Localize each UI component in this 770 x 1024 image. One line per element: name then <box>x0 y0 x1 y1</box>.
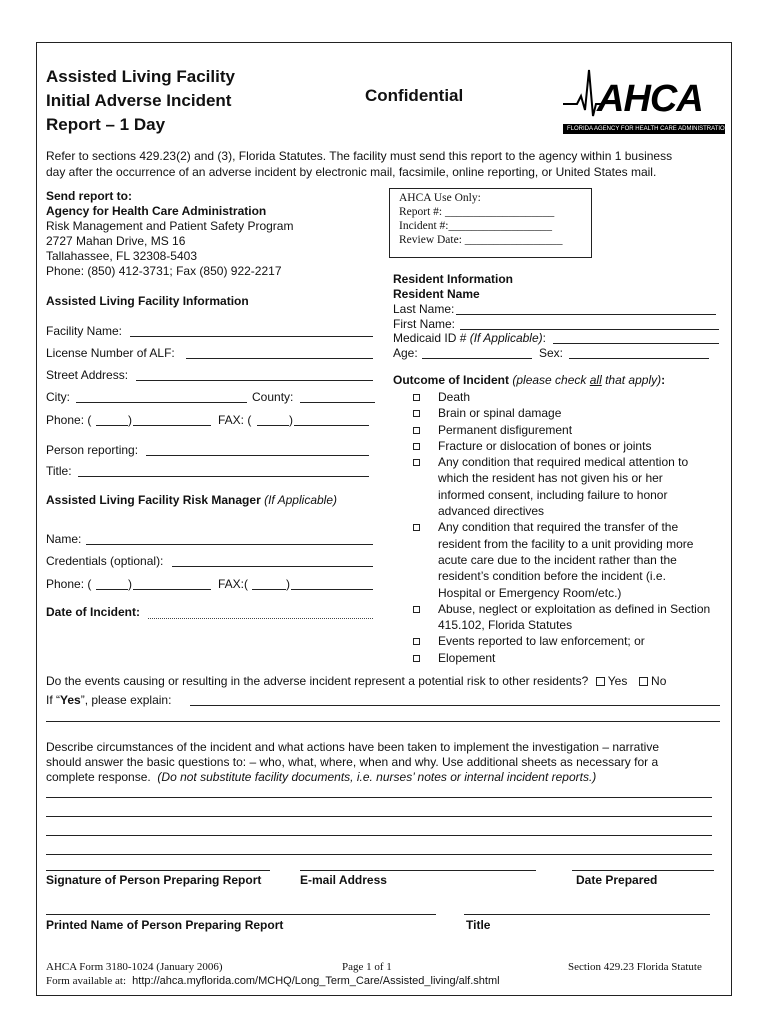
printed-name-label: Printed Name of Person Preparing Report <box>46 918 284 932</box>
outcome-item-elopement: Elopement <box>413 650 733 666</box>
no-label: No <box>651 674 667 688</box>
email-field[interactable] <box>300 870 536 871</box>
rm-credentials-field[interactable] <box>172 566 373 567</box>
narrative-field-2[interactable] <box>46 816 712 817</box>
send-to-program: Risk Management and Patient Safety Program <box>46 219 294 233</box>
checkbox[interactable] <box>413 459 420 466</box>
county-field[interactable] <box>300 402 375 403</box>
license-field[interactable] <box>186 358 373 359</box>
intro-line1: Refer to sections 429.23(2) and (3), Florida Statutes. The facility must send this report to the agency within 1 business <box>46 149 673 163</box>
rm-name-field[interactable] <box>86 544 373 545</box>
ahca-logo <box>563 60 730 138</box>
facility-fax-field[interactable] <box>294 425 369 426</box>
yes-checkbox[interactable] <box>596 677 605 686</box>
footer-url-link[interactable]: http://ahca.myflorida.com/MCHQ/Long_Term_Care/Assisted_living/alf.shtml <box>132 975 500 987</box>
facility-phone-field[interactable] <box>133 425 211 426</box>
checkbox[interactable] <box>413 524 420 531</box>
facility-name-label: Facility Name: <box>46 324 123 338</box>
form-title-line1: Assisted Living Facility <box>46 67 235 86</box>
outcome-heading: Outcome of Incident (please check all that apply): <box>393 373 666 387</box>
first-name-field[interactable] <box>460 329 719 330</box>
person-reporting-label: Person reporting: <box>46 443 139 457</box>
resident-name-subheading: Resident Name <box>393 287 480 301</box>
explain-field-1[interactable] <box>190 705 720 706</box>
person-reporting-field[interactable] <box>146 455 369 456</box>
outcome-item-law-enforcement: Events reported to law enforcement; or <box>413 633 733 649</box>
county-label: County: <box>252 390 294 404</box>
narrative-field-3[interactable] <box>46 835 712 836</box>
last-name-label: Last Name: <box>393 302 455 316</box>
rm-fax-label: FAX:( <box>218 577 249 591</box>
send-to-street: 2727 Mahan Drive, MS 16 <box>46 234 186 248</box>
outcome-item-abuse: Abuse, neglect or exploitation as defined in Section 415.102, Florida Statutes <box>413 601 728 634</box>
signature-field[interactable] <box>46 870 270 871</box>
outcome-item-death: Death <box>413 389 733 405</box>
send-to-phone: Phone: (850) 412-3731; Fax (850) 922-2217 <box>46 264 282 278</box>
explain-field-2[interactable] <box>46 721 720 722</box>
sex-field[interactable] <box>569 358 709 359</box>
city-field[interactable] <box>76 402 247 403</box>
use-only-report: Report #: ___________________ <box>399 206 555 218</box>
footer-section: Section 429.23 Florida Statute <box>568 961 702 973</box>
outcome-item-disfigurement: Permanent disfigurement <box>413 422 733 438</box>
outcome-item-medical-attention: Any condition that required medical attention to which the resident has not given his or her informed consent, including failure to honor advanced directives <box>413 454 703 519</box>
facility-phone-label: Phone: ( <box>46 413 92 427</box>
date-of-incident-label: Date of Incident: <box>46 605 141 619</box>
footer-page: Page 1 of 1 <box>342 961 392 973</box>
rm-phone-field[interactable] <box>133 589 211 590</box>
checkbox[interactable] <box>413 427 420 434</box>
street-label: Street Address: <box>46 368 129 382</box>
rm-name-label: Name: <box>46 532 82 546</box>
send-to-agency: Agency for Health Care Administration <box>46 204 267 218</box>
medicaid-label: Medicaid ID # (If Applicable): <box>393 331 546 345</box>
date-prepared-label: Date Prepared <box>576 873 658 887</box>
street-field[interactable] <box>136 380 373 381</box>
no-checkbox[interactable] <box>639 677 648 686</box>
license-label: License Number of ALF: <box>46 346 175 360</box>
outcome-item-fracture: Fracture or dislocation of bones or joints <box>413 438 733 454</box>
narrative-field-4[interactable] <box>46 854 712 855</box>
facility-fax-close: ) <box>289 413 293 427</box>
email-label: E-mail Address <box>300 873 387 887</box>
printed-name-field[interactable] <box>46 914 436 915</box>
title-field[interactable] <box>464 914 710 915</box>
outcome-item-brain-damage: Brain or spinal damage <box>413 405 733 421</box>
date-of-incident-field[interactable] <box>148 618 373 619</box>
rm-phone-area-field[interactable] <box>96 589 128 590</box>
last-name-field[interactable] <box>456 314 716 315</box>
confidential-label: Confidential <box>365 86 464 105</box>
footer-available: Form available at: http://ahca.myflorida.com/MCHQ/Long_Term_Care/Assisted_living/alf.shtml <box>46 975 500 987</box>
explain-label: If “Yes”, please explain: <box>46 693 172 707</box>
facility-name-field[interactable] <box>130 336 373 337</box>
resident-heading: Resident Information <box>393 272 514 286</box>
narrative-line1: Describe circumstances of the incident and what actions have been taken to implement the investigation – narrative <box>46 740 660 754</box>
sex-label: Sex: <box>539 346 564 360</box>
outcome-item-transfer: Any condition that required the transfer of the resident from the facility to a unit providing more acute care due to the incident rather than the resident’s condition before the incident (i.e. Hospital or Emergency Room/etc.) <box>413 519 708 600</box>
form-title-line3: Report – 1 Day <box>46 115 166 134</box>
title-label: Title <box>466 918 491 932</box>
risk-manager-heading: Assisted Living Facility Risk Manager (If Applicable) <box>46 493 337 507</box>
send-to-heading: Send report to: <box>46 189 132 203</box>
outcome-list <box>413 389 733 666</box>
checkbox[interactable] <box>413 655 420 662</box>
medicaid-field[interactable] <box>553 343 719 344</box>
age-field[interactable] <box>422 358 532 359</box>
date-prepared-field[interactable] <box>572 870 714 871</box>
checkbox[interactable] <box>413 443 420 450</box>
ahca-logo-text: AHCA <box>597 78 703 120</box>
footer-form-number: AHCA Form 3180-1024 (January 2006) <box>46 961 223 973</box>
checkbox[interactable] <box>413 394 420 401</box>
ahca-logo-tagline: FLORIDA AGENCY FOR HEALTH CARE ADMINISTRATION <box>567 126 730 132</box>
first-name-label: First Name: <box>393 317 456 331</box>
rm-credentials-label: Credentials (optional): <box>46 554 164 568</box>
narrative-line3: complete response. (Do not substitute facility documents, i.e. nurses’ notes or internal incident reports.) <box>46 770 597 784</box>
facility-heading: Assisted Living Facility Information <box>46 294 249 308</box>
facility-fax-area-field[interactable] <box>257 425 289 426</box>
rm-fax-field[interactable] <box>291 589 373 590</box>
facility-fax-label: FAX: ( <box>218 413 252 427</box>
ahca-use-only-box <box>389 188 592 258</box>
rm-phone-label: Phone: ( <box>46 577 92 591</box>
checkbox[interactable] <box>413 606 420 613</box>
city-label: City: <box>46 390 70 404</box>
rm-fax-close: ) <box>286 577 290 591</box>
reporter-title-field[interactable] <box>78 476 369 477</box>
signature-label: Signature of Person Preparing Report <box>46 873 262 887</box>
narrative-field-1[interactable] <box>46 797 712 798</box>
facility-phone-area-field[interactable] <box>96 425 128 426</box>
use-only-heading: AHCA Use Only: <box>399 192 481 204</box>
checkbox[interactable] <box>413 410 420 417</box>
facility-phone-close: ) <box>128 413 132 427</box>
narrative-line2: should answer the basic questions to: – who, what, where, when and why. Use additional sheets as necessary for a <box>46 755 659 769</box>
yes-label: Yes <box>607 674 628 688</box>
risk-question: Do the events causing or resulting in the adverse incident represent a potential risk to other residents? Yes No <box>46 674 667 688</box>
rm-fax-area-field[interactable] <box>252 589 286 590</box>
age-label: Age: <box>393 346 418 360</box>
intro-line2: day after the occurrence of an adverse incident by electronic mail, facsimile, online reporting, or United States mail. <box>46 165 657 179</box>
checkbox[interactable] <box>413 638 420 645</box>
reporter-title-label: Title: <box>46 464 72 478</box>
rm-phone-close: ) <box>128 577 132 591</box>
use-only-review: Review Date: _________________ <box>399 234 563 246</box>
send-to-city: Tallahassee, FL 32308-5403 <box>46 249 197 263</box>
use-only-incident: Incident #:__________________ <box>399 220 552 232</box>
form-title-line2: Initial Adverse Incident <box>46 91 232 110</box>
